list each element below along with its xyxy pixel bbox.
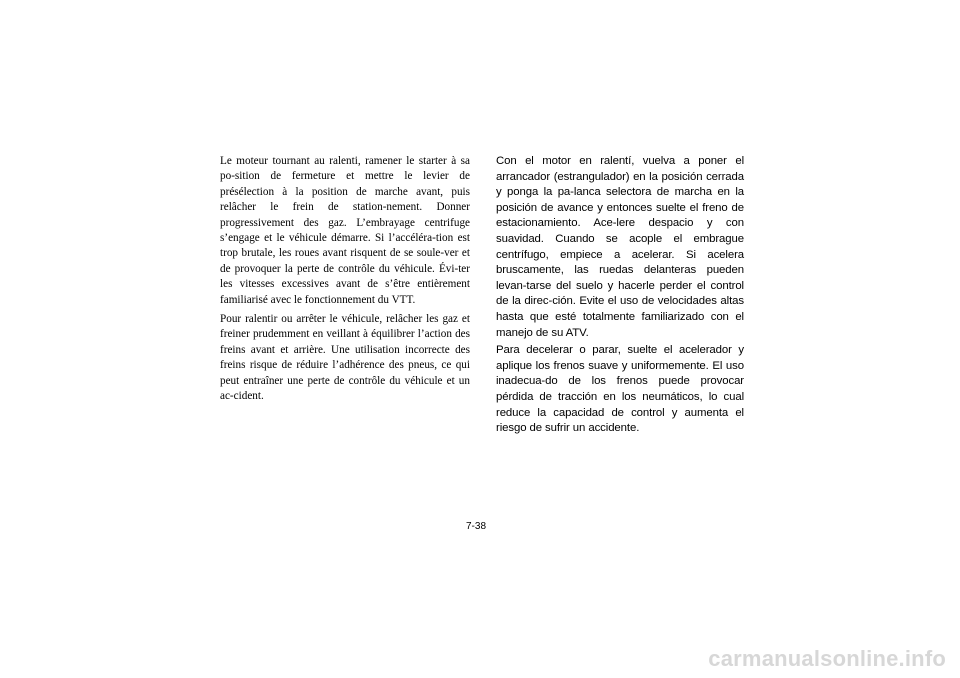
french-column	[220, 154, 470, 409]
watermark: carmanualsonline.info	[708, 646, 946, 671]
french-paragraph-2: Pour ralentir ou arrêter le véhicule, relâcher les gaz et freiner prudemment en veillant à équilibrer l’action des freins avant et arrière. Une utilisation incorrecte des freins risque de réduire l’adhérence des pneus, ce qui peut entraîner une perte de contrôle du véhicule et un ac-cident.	[220, 313, 470, 403]
spanish-paragraph-2: Para decelerar o parar, suelte el acelerador y aplique los frenos suave y uniformemente. El uso inadecua-do de los frenos puede provocar pérdida de tracción en los neumáticos, lo cual reduce la capacidad de control y aumenta el riesgo de sufrir un accidente.	[496, 344, 744, 435]
page-number: 7-38	[466, 521, 487, 532]
spanish-column	[496, 154, 744, 439]
spanish-paragraph-1: Con el motor en ralentí, vuelva a poner el arrancador (estrangulador) en la posición cerrada y ponga la pa-lanca selectora de marcha en la posición de avance y entonces suelte el freno de estacionamiento. Ace-lere despacio y con suavidad. Cuando se acople el embrague centrífugo, empiece a acelerar. Si acelera bruscamente, las ruedas delanteras pueden levan-tarse del suelo y hacerle perder el control de la direc-ción. Evite el uso de velocidades altas hasta que esté totalmente familiarizado con el manejo de su ATV.	[496, 155, 744, 339]
french-paragraph-1: Le moteur tournant au ralenti, ramener le starter à sa po-sition de fermeture et mettre le levier de présélection à la position de marche avant, puis relâcher le frein de station-nement. Donner progressivement des gaz. L’embrayage centrifuge s’engage et le véhicule démarre. Si l’accéléra-tion est trop brutale, les roues avant risquent de se soule-ver et de provoquer la perte de contrôle du véhicule. Évi-ter les vitesses excessives avant de s’être entièrement familiarisé avec le fonctionnement du VTT.	[220, 155, 470, 306]
